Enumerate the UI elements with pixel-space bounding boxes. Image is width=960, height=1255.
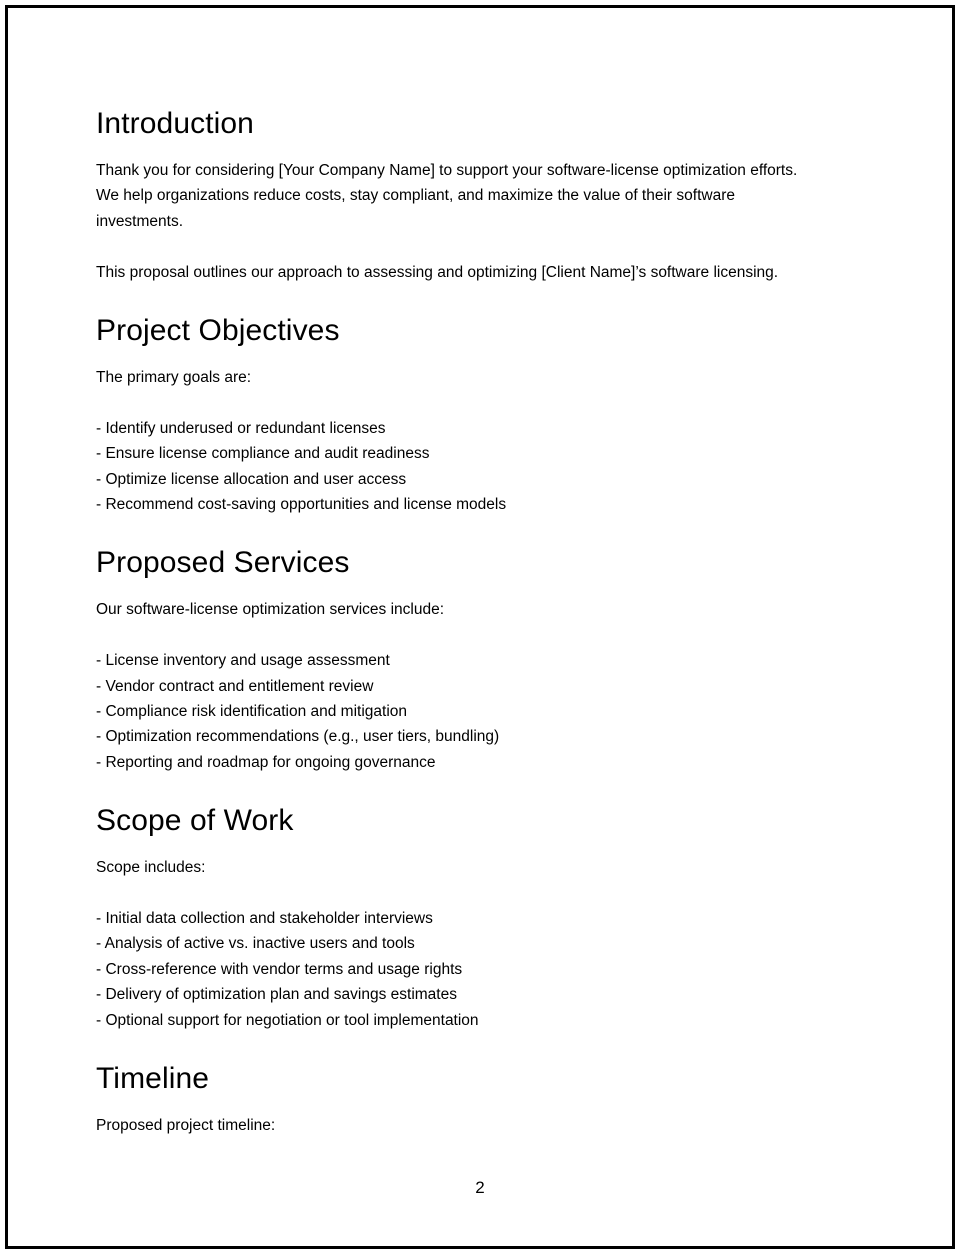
services-list — [96, 648, 876, 775]
services-intro: Our software-license optimization services include: — [96, 601, 445, 619]
document-page — [5, 5, 955, 1249]
paragraph-gap — [96, 234, 876, 259]
introduction-section — [96, 106, 876, 285]
paragraph-gap — [96, 881, 876, 906]
list-item: - Cross-reference with vendor terms and usage rights — [96, 960, 463, 978]
introduction-paragraph-line: investments. — [96, 212, 184, 230]
introduction-paragraph-2: This proposal outlines our approach to assessing and optimizing [Client Name]’s software licensing. — [96, 263, 779, 281]
list-item: - License inventory and usage assessment — [96, 652, 390, 670]
objectives-intro: The primary goals are: — [96, 369, 252, 387]
introduction-paragraph-line: Thank you for considering [Your Company Name] to support your software-license optimization efforts. — [96, 162, 798, 179]
paragraph-gap — [96, 390, 876, 415]
paragraph-gap — [96, 623, 876, 648]
scope-heading: Scope of Work — [96, 804, 294, 838]
services-section — [96, 545, 876, 775]
list-item: - Optimization recommendations (e.g., user tiers, bundling) — [96, 728, 500, 746]
services-heading: Proposed Services — [96, 546, 350, 580]
list-item: - Ensure license compliance and audit readiness — [96, 445, 430, 463]
list-item: - Optional support for negotiation or tool implementation — [96, 1011, 479, 1029]
objectives-section — [96, 313, 876, 517]
list-item: - Optimize license allocation and user access — [96, 470, 407, 488]
scope-intro: Scope includes: — [96, 859, 206, 877]
scope-list — [96, 906, 876, 1033]
list-item: - Initial data collection and stakeholder interviews — [96, 910, 433, 928]
objectives-list — [96, 416, 876, 518]
objectives-heading: Project Objectives — [96, 314, 340, 348]
introduction-heading: Introduction — [96, 107, 254, 140]
introduction-paragraph-line: We help organizations reduce costs, stay compliant, and maximize the value of their software — [96, 187, 735, 205]
list-item: - Delivery of optimization plan and savings estimates — [96, 986, 457, 1004]
timeline-section — [96, 1061, 876, 1138]
list-item: - Identify underused or redundant licenses — [96, 419, 386, 437]
list-item: - Analysis of active vs. inactive users and tools — [96, 935, 415, 953]
list-item: - Recommend cost-saving opportunities and license models — [96, 496, 507, 514]
timeline-heading: Timeline — [96, 1062, 210, 1096]
list-item: - Reporting and roadmap for ongoing governance — [96, 753, 436, 771]
page-content — [96, 106, 876, 1167]
page-number: 2 — [475, 1178, 485, 1197]
timeline-intro: Proposed project timeline: — [96, 1117, 276, 1135]
scope-section — [96, 803, 876, 1033]
list-item: - Compliance risk identification and mitigation — [96, 703, 408, 721]
list-item: - Vendor contract and entitlement review — [96, 677, 374, 695]
